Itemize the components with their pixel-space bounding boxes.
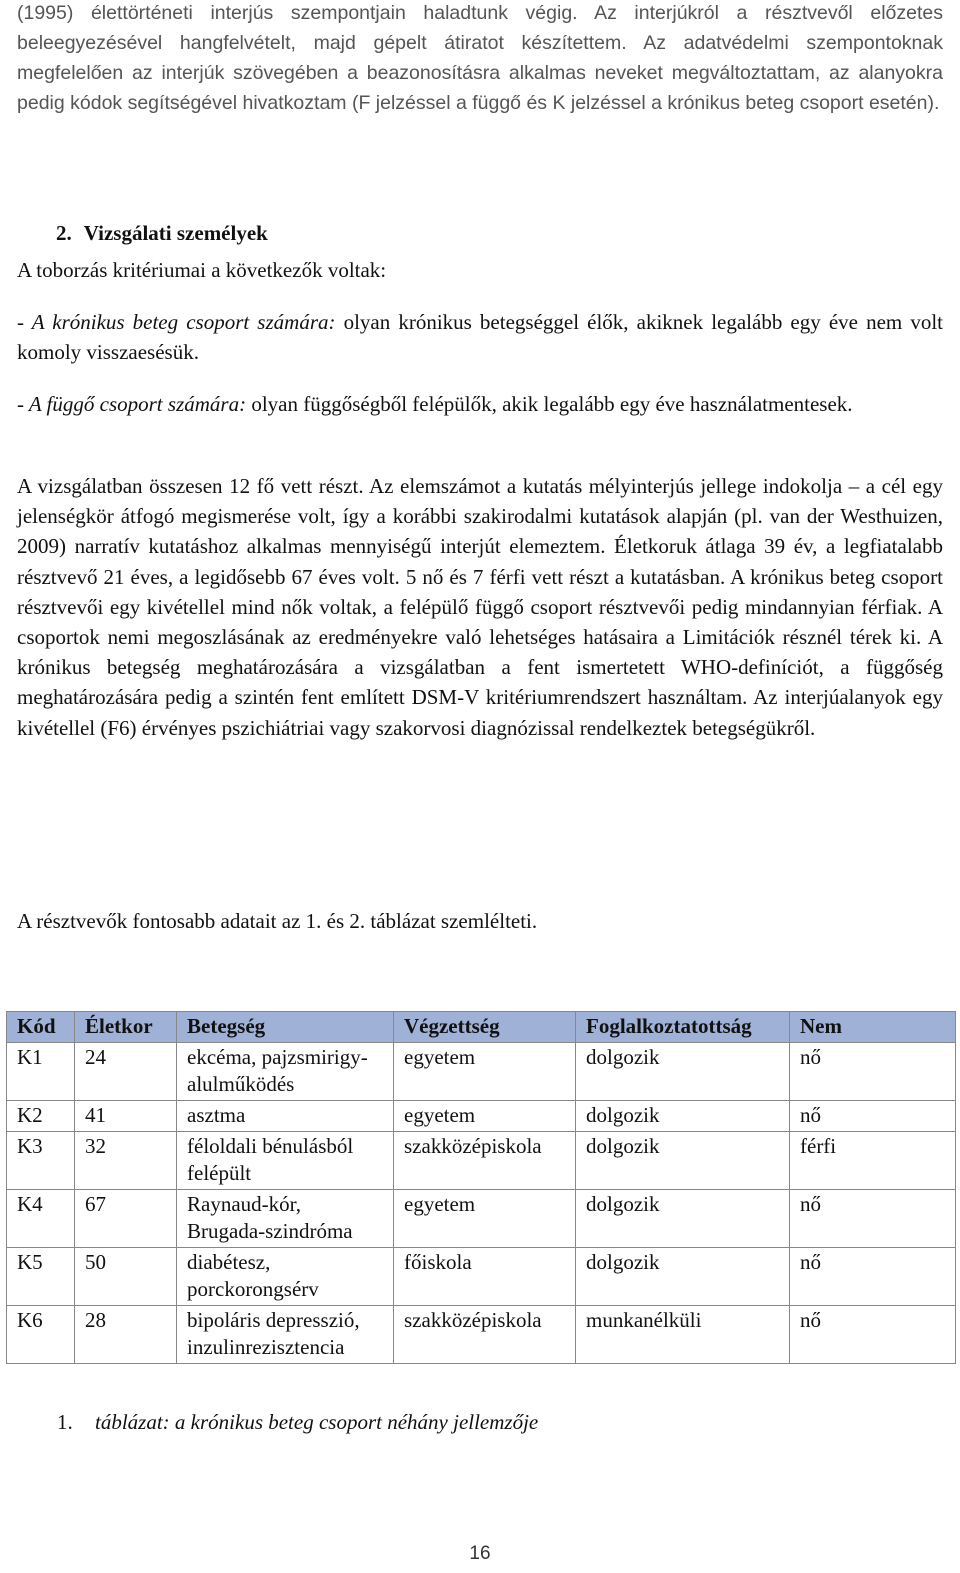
cell-sex: férfi: [790, 1132, 956, 1190]
addict-criterion: [17, 389, 943, 419]
cell-code: K1: [7, 1043, 75, 1101]
cell-age: 32: [75, 1132, 177, 1190]
header-education: Végzettség: [394, 1012, 576, 1043]
header-age: Életkor: [75, 1012, 177, 1043]
cell-illness: ekcéma, pajzsmirigy-alulműködés: [177, 1043, 394, 1101]
cell-sex: nő: [790, 1190, 956, 1248]
cell-code: K3: [7, 1132, 75, 1190]
section-number: 2.: [56, 221, 72, 245]
cell-employment: dolgozik: [576, 1043, 790, 1101]
table-row: [7, 1248, 956, 1306]
caption-text: táblázat: a krónikus beteg csoport néhány jellemzője: [95, 1410, 539, 1434]
main-paragraph: A vizsgálatban összesen 12 fő vett részt. Az elemszámot a kutatás mélyinterjús jellege indokolja – a cél egy jelenségkör átfogó megismerése volt, így a korábbi szakirodalmi kutatások alapján (pl. van der Westhuizen, 2009) narratív kutatáshoz alkalmas mennyiségű interjút elemeztem. Életkoruk átlaga 39 év, a legfiatalabb résztvevő 21 éves, a legidősebb 67 éves volt. 5 nő és 7 férfi vett részt a kutatásban. A krónikus beteg csoport résztvevői egy kivétellel mind nők voltak, a felépülő függő csoport résztvevői pedig mindannyian férfiak. A csoportok nemi megoszlásának az eredményekre való lehetséges hatásaira a Limitációk résznél térek ki. A krónikus betegség meghatározására a vizsgálatban a fent ismertetett WHO-definíciót, a függőség meghatározására pedig a szintén fent említett DSM-V kritériumrendszert használtam. Az interjúalanyok egy kivétellel (F6) érvényes pszichiátriai vagy szakorvosi diagnózissal rendelkeztek betegségükről.: [17, 474, 943, 740]
header-employment: Foglalkoztatottság: [576, 1012, 790, 1043]
cell-education: szakközépiskola: [394, 1306, 576, 1364]
cell-sex: nő: [790, 1101, 956, 1132]
cell-code: K4: [7, 1190, 75, 1248]
cell-age: 24: [75, 1043, 177, 1101]
cell-age: 50: [75, 1248, 177, 1306]
cell-employment: dolgozik: [576, 1132, 790, 1190]
addict-text: olyan függőségből felépülők, akik legalább egy éve használatmentesek.: [251, 392, 853, 416]
table-row: [7, 1190, 956, 1248]
cell-age: 67: [75, 1190, 177, 1248]
table-row: [7, 1101, 956, 1132]
section-heading: [56, 221, 268, 246]
table-row: [7, 1043, 956, 1101]
table-row: [7, 1306, 956, 1364]
section-title: Vizsgálati személyek: [83, 221, 268, 245]
table-header-row: [7, 1012, 956, 1043]
cell-age: 28: [75, 1306, 177, 1364]
chronic-label: - A krónikus beteg csoport számára:: [17, 310, 336, 334]
cell-sex: nő: [790, 1043, 956, 1101]
participants-table: [6, 1011, 956, 1364]
cell-code: K2: [7, 1101, 75, 1132]
page-number: 16: [469, 1543, 491, 1564]
recruitment-intro: A toborzás kritériumai a következők voltak:: [17, 258, 387, 282]
cell-illness: féloldali bénulásból felépült: [177, 1132, 394, 1190]
cell-employment: dolgozik: [576, 1101, 790, 1132]
chronic-criterion: [17, 307, 943, 367]
header-illness: Betegség: [177, 1012, 394, 1043]
header-sex: Nem: [790, 1012, 956, 1043]
table-row: [7, 1132, 956, 1190]
cell-code: K6: [7, 1306, 75, 1364]
cell-education: szakközépiskola: [394, 1132, 576, 1190]
cell-sex: nő: [790, 1248, 956, 1306]
cell-education: egyetem: [394, 1190, 576, 1248]
addict-label: - A függő csoport számára:: [17, 392, 247, 416]
caption-number: 1.: [57, 1410, 73, 1434]
cell-code: K5: [7, 1248, 75, 1306]
cell-sex: nő: [790, 1306, 956, 1364]
cell-employment: dolgozik: [576, 1190, 790, 1248]
table-caption: [57, 1410, 538, 1435]
cell-education: egyetem: [394, 1043, 576, 1101]
cell-illness: bipoláris depresszió, inzulinrezisztencia: [177, 1306, 394, 1364]
cell-illness: diabétesz, porckorongsérv: [177, 1248, 394, 1306]
cell-employment: munkanélküli: [576, 1306, 790, 1364]
cell-illness: Raynaud-kór, Brugada-szindróma: [177, 1190, 394, 1248]
cell-education: egyetem: [394, 1101, 576, 1132]
intro-paragraph: (1995) élettörténeti interjús szempontjain haladtunk végig. Az interjúkról a résztvevől előzetes beleegyezésével hangfelvételt, majd gépelt átiratot készítettem. Az adatvédelmi szempontoknak megfelelően az interjúk szövegében a beazonosításra alkalmas neveket megváltoztattam, az alanyokra pedig kódok segítségével hivatkoztam (F jelzéssel a függő és K jelzéssel a krónikus beteg csoport esetén).: [17, 2, 943, 114]
cell-education: főiskola: [394, 1248, 576, 1306]
header-code: Kód: [7, 1012, 75, 1043]
cell-age: 41: [75, 1101, 177, 1132]
cell-employment: dolgozik: [576, 1248, 790, 1306]
cell-illness: asztma: [177, 1101, 394, 1132]
chronic-text: olyan krónikus betegséggel élők, akiknek legalább egy éve nem volt komoly visszaesésük.: [17, 310, 943, 365]
table-intro: A résztvevők fontosabb adatait az 1. és 2. táblázat szemlélteti.: [17, 909, 538, 933]
